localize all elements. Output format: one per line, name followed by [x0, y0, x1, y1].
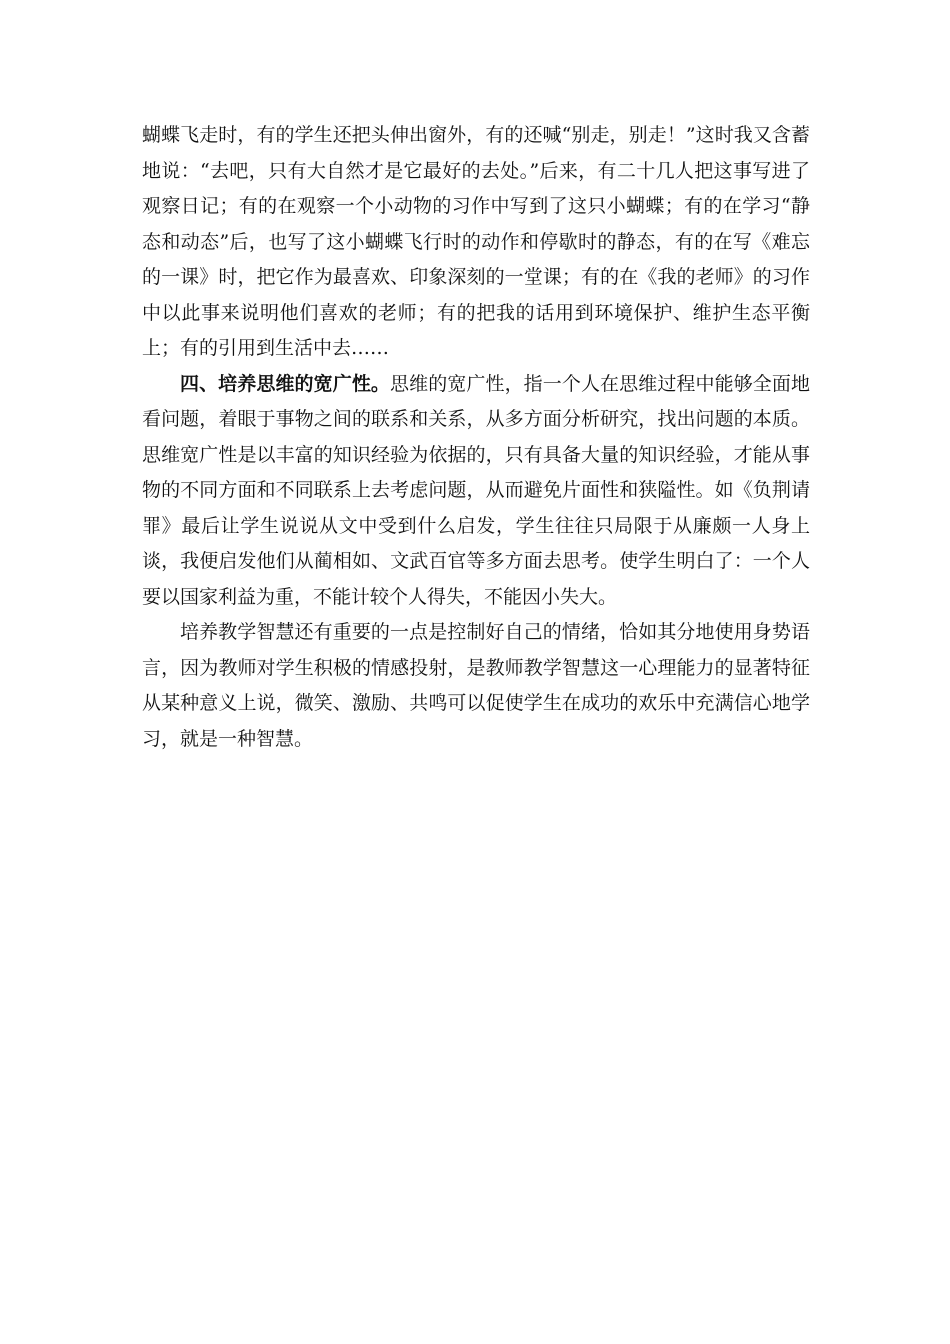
paragraph-thinking-breadth [142, 367, 810, 616]
paragraph-teaching-wisdom: 培养教学智慧还有重要的一点是控制好自己的情绪，恰如其分地使用身势语言，因为教师对学生积极的情感投射，是教师教学智慧这一心理能力的显著特征从某种意义上说，微笑、激励、共鸣可以促使学生在成功的欢乐中充满信心地学习，就是一种智慧。 [142, 621, 810, 750]
section-heading: 四、培养思维的宽广性。 [180, 372, 391, 395]
paragraph-butterfly: 蝴蝶飞走时，有的学生还把头伸出窗外，有的还喊“别走，别走！”这时我又含蓄地说：“去吧，只有大自然才是它最好的去处。”后来，有二十几人把这事写进了观察日记；有的在观察一个小动物的习作中写到了这只小蝴蝶；有的在学习“静态和动态”后，也写了这小蝴蝶飞行时的动作和停歇时的静态，有的在写《难忘的一课》时，把它作为最喜欢、印象深刻的一堂课；有的在《我的老师》的习作中以此事来说明他们喜欢的老师；有的把我的话用到环境保护、维护生态平衡上；有的引用到生活中去…… [142, 124, 810, 359]
document-body [142, 118, 810, 757]
section-body: 思维的宽广性，指一个人在思维过程中能够全面地看问题，着眼于事物之间的联系和关系，从多方面分析研究，找出问题的本质。思维宽广性是以丰富的知识经验为依据的，只有具备大量的知识经验，才能从事物的不同方面和不同联系上去考虑问题，从而避免片面性和狭隘性。如《负荆请罪》最后让学生说说从文中受到什么启发，学生往往只局限于从廉颇一人身上谈，我便启发他们从蔺相如、文武百官等多方面去思考。使学生明白了：一个人要以国家利益为重，不能计较个人得失，不能因小失大。 [142, 372, 810, 608]
